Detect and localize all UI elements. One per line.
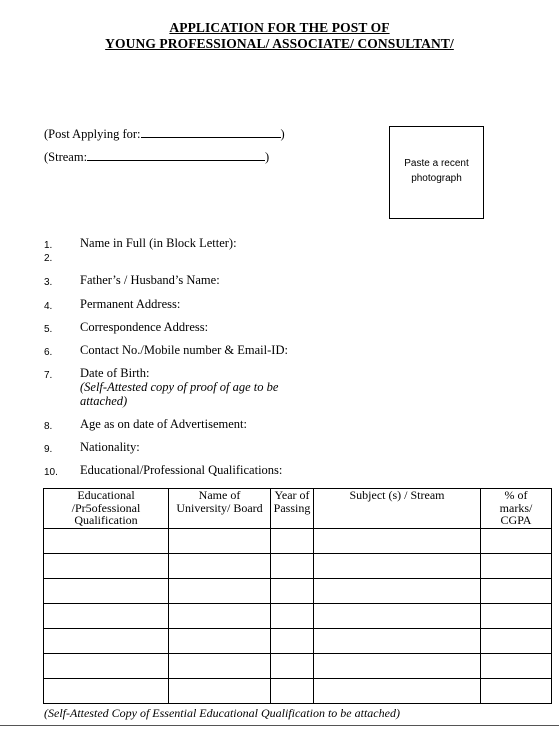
table-cell[interactable] (481, 529, 552, 554)
header-text: University/ Board (176, 500, 263, 515)
table-cell[interactable] (481, 604, 552, 629)
item-number-2: 2. (44, 253, 53, 264)
dob-label: Date of Birth: (80, 366, 150, 380)
header-year-of-passing (271, 489, 314, 529)
item-number-1: 1. (44, 240, 53, 251)
item-label-correspondence-address: Correspondence Address: (80, 320, 209, 334)
stream-blank[interactable] (87, 150, 265, 161)
table-cell[interactable] (314, 529, 481, 554)
table-cell[interactable] (169, 604, 271, 629)
header-text: Passing (273, 500, 311, 515)
table-row (44, 604, 552, 629)
table-cell[interactable] (169, 629, 271, 654)
table-cell[interactable] (314, 579, 481, 604)
header-text: Subject (s) / Stream (349, 488, 445, 502)
table-cell[interactable] (481, 654, 552, 679)
dob-note-line2: attached) (80, 394, 128, 408)
table-cell[interactable] (271, 529, 314, 554)
table-cell[interactable] (44, 629, 169, 654)
table-cell[interactable] (44, 554, 169, 579)
item-number-9: 9. (44, 444, 53, 455)
table-cell[interactable] (481, 629, 552, 654)
table-cell[interactable] (169, 679, 271, 704)
header-text: Name of (198, 488, 241, 502)
item-label-nationality: Nationality: (80, 440, 140, 454)
table-cell[interactable] (169, 529, 271, 554)
post-applying-blank[interactable] (141, 127, 281, 138)
header-text: Qualification (74, 513, 138, 527)
item-label-contact: Contact No./Mobile number & Email-ID: (80, 343, 288, 357)
table-row (44, 529, 552, 554)
dob-note-line1: (Self-Attested copy of proof of age to be (80, 380, 279, 394)
item-number-3: 3. (44, 277, 53, 288)
footer-note: (Self-Attested Copy of Essential Educational Qualification to be attached) (44, 706, 400, 720)
table-row (44, 629, 552, 654)
table-cell[interactable] (481, 579, 552, 604)
header-subject-stream (314, 489, 481, 529)
table-cell[interactable] (44, 604, 169, 629)
item-number-4: 4. (44, 301, 53, 312)
table-row (44, 579, 552, 604)
table-cell[interactable] (44, 529, 169, 554)
table-row (44, 679, 552, 704)
header-educational-qualification (44, 489, 169, 529)
table-row (44, 654, 552, 679)
item-number-8: 8. (44, 421, 53, 432)
post-applying-label: (Post Applying for: (44, 127, 141, 141)
post-applying-close: ) (280, 127, 285, 141)
table-cell[interactable] (271, 679, 314, 704)
page-bottom-divider (0, 725, 559, 726)
table-cell[interactable] (271, 654, 314, 679)
header-text: Year of (274, 488, 310, 502)
stream-close: ) (265, 150, 270, 164)
item-number-5: 5. (44, 324, 53, 335)
table-cell[interactable] (271, 604, 314, 629)
header-text: Educational (77, 488, 135, 502)
form-title-line1: APPLICATION FOR THE POST OF (169, 20, 390, 35)
header-university-board (169, 489, 271, 529)
table-cell[interactable] (44, 579, 169, 604)
item-label-date-of-birth (80, 366, 278, 408)
table-row (44, 554, 552, 579)
table-header-row (44, 489, 552, 529)
table-cell[interactable] (271, 629, 314, 654)
item-label-age: Age as on date of Advertisement: (80, 417, 247, 431)
form-title-line2: YOUNG PROFESSIONAL/ ASSOCIATE/ CONSULTANT/ (105, 36, 454, 51)
table-cell[interactable] (481, 554, 552, 579)
item-label-permanent-address: Permanent Address: (80, 297, 181, 311)
stream-label: (Stream: (44, 150, 88, 164)
item-label-father-husband-name: Father’s / Husband’s Name: (80, 273, 220, 287)
table-cell[interactable] (169, 554, 271, 579)
header-percent-marks (481, 489, 552, 529)
header-text: % of (504, 488, 528, 502)
post-applying-field (44, 127, 285, 142)
photograph-box-line1: Paste a recent (404, 158, 469, 169)
photograph-box[interactable] (389, 126, 484, 219)
table-cell[interactable] (169, 654, 271, 679)
table-cell[interactable] (314, 554, 481, 579)
table-cell[interactable] (271, 554, 314, 579)
table-cell[interactable] (314, 679, 481, 704)
table-cell[interactable] (44, 679, 169, 704)
table-cell[interactable] (481, 679, 552, 704)
item-number-10: 10. (44, 467, 58, 478)
item-label-full-name: Name in Full (in Block Letter): (80, 236, 237, 250)
table-cell[interactable] (314, 604, 481, 629)
header-text: CGPA (500, 513, 532, 527)
table-cell[interactable] (271, 579, 314, 604)
photograph-box-line2: photograph (411, 173, 462, 184)
item-label-qualifications: Educational/Professional Qualifications: (80, 463, 283, 477)
table-cell[interactable] (44, 654, 169, 679)
stream-field (44, 150, 269, 165)
table-cell[interactable] (314, 629, 481, 654)
table-cell[interactable] (169, 579, 271, 604)
qualifications-table (43, 488, 552, 704)
table-cell[interactable] (314, 654, 481, 679)
header-text: marks/ (499, 500, 533, 515)
item-number-6: 6. (44, 347, 53, 358)
item-number-7: 7. (44, 370, 53, 381)
header-text: /Pr5ofessional (71, 500, 141, 515)
